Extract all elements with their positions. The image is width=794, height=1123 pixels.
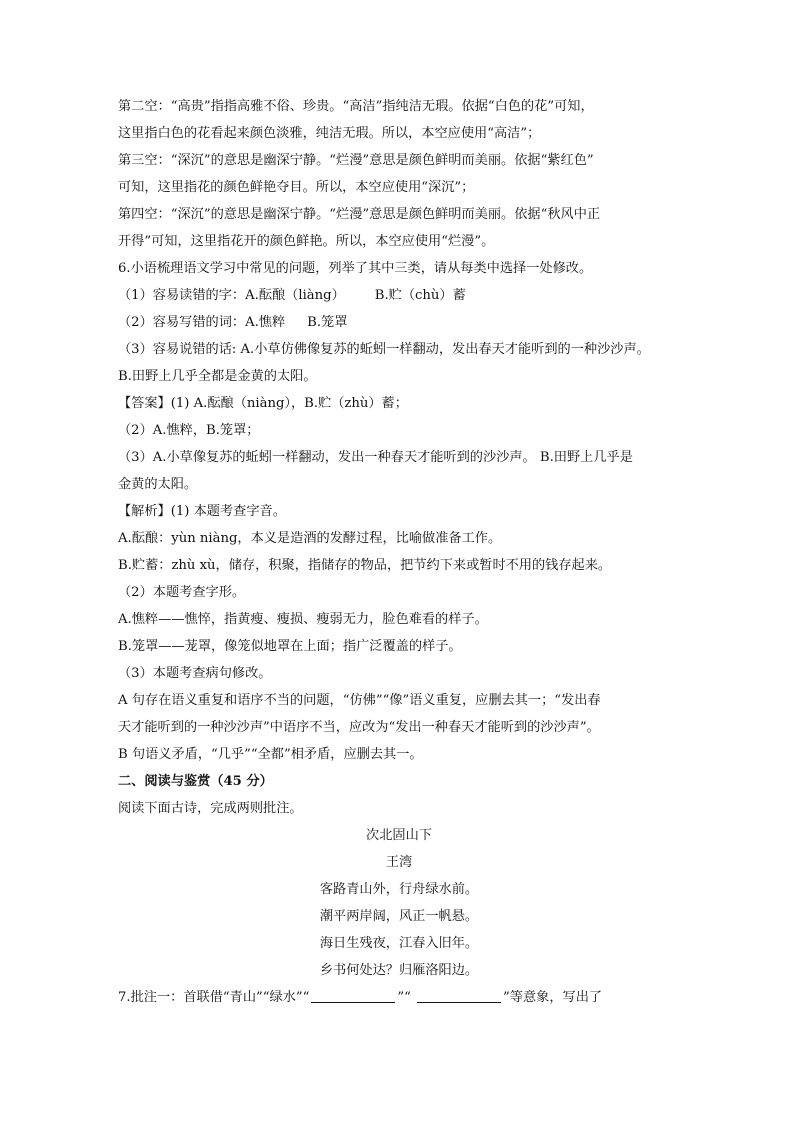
text-line: 第四空：“深沉”的意思是幽深宁静。“烂漫”意思是颜色鲜明而美丽。依据“秋风中正 [118, 207, 601, 222]
answer-blank-1[interactable] [311, 988, 395, 1003]
analysis-line: A.憔粹——憔悴，指黄瘦、瘦损、瘦弱无力，脸色难看的样子。 [118, 612, 488, 627]
poem-verse: 海日生残夜，江春入旧年。 [319, 936, 479, 951]
analysis-line: （3）本题考查病句修改。 [118, 666, 272, 681]
section-heading: 二、阅读与鉴赏（45 分） [118, 774, 273, 789]
poem-author: 王湾 [385, 855, 413, 870]
text-line: 可知，这里指花的颜色鲜艳夺目。所以，本空应使用“深沉”； [118, 180, 475, 195]
question-7-suffix: ”等意象，写出了 [503, 990, 603, 1005]
analysis-line: A 句存在语义重复和语序不当的问题，“仿佛”“像”语义重复，应删去其一；“发出春 [118, 693, 601, 708]
analysis-line: 【解析】(1) 本题考查字音。 [118, 504, 286, 519]
analysis-line: A.酝酿：yùn niàng，本义是造酒的发酵过程，比喻做准备工作。 [118, 531, 502, 546]
question-7-prefix: 7.批注一：首联借“青山”“绿水”“ [118, 990, 310, 1005]
text-line: 这里指白色的花看起来颜色淡雅，纯洁无瑕。所以，本空应使用“高洁”； [118, 126, 541, 141]
poem-verse: 客路青山外，行舟绿水前。 [319, 882, 479, 897]
analysis-line: B 句语义矛盾，“几乎”“全都”相矛盾，应删去其一。 [118, 747, 423, 762]
question-6-item-3: （3）容易说错的话: A.小草仿佛像复苏的蚯蚓一样翻动，发出春天才能听到的一种沙沙声。 [118, 342, 650, 357]
question-6-stem: 6.小语梳理语文学习中常见的问题，列举了其中三类，请从每类中选择一处修改。 [118, 261, 593, 276]
item-2-b: B.笼罩 [307, 315, 348, 330]
text-line: 开得”可知，这里指花开的颜色鲜艳。所以，本空应使用“烂漫”。 [118, 234, 495, 249]
answer-line: （3）A.小草像复苏的蚯蚓一样翻动，发出一种春天才能听到的沙沙声。 B.田野上几乎是 [118, 450, 633, 465]
analysis-line: B.笼罩——茏罩，像笼似地罩在上面；指广泛覆盖的样子。 [118, 639, 462, 654]
question-7 [118, 984, 680, 1011]
poem-verse: 潮平两岸阔，风正一帆悬。 [319, 909, 479, 924]
poem-verse: 乡书何处达？归雁洛阳边。 [319, 963, 479, 978]
answer-line: 【答案】(1) A.酝酿（niàng），B.贮（zhù）蓄； [118, 396, 408, 411]
analysis-line: 天才能听到的一种沙沙声”中语序不当，应改为“发出一种春天才能听到的沙沙声”。 [118, 720, 600, 735]
answer-blank-2[interactable] [417, 988, 501, 1003]
analysis-line: （2）本题考查字形。 [118, 585, 246, 600]
analysis-line: B.贮蓄：zhù xù，储存，积聚，指储存的物品，把节约下来或暂时不用的钱存起来。 [118, 558, 612, 573]
text-line: 第三空：“深沉”的意思是幽深宁静。“烂漫”意思是颜色鲜明而美丽。依据“紫红色” [118, 153, 594, 168]
text-line: B.田野上几乎全都是金黄的太阳。 [118, 369, 317, 384]
reading-instruction: 阅读下面古诗，完成两则批注。 [118, 801, 303, 816]
answer-line: 金黄的太阳。 [118, 477, 198, 492]
item-1-b: B.贮（chù）蓄 [374, 288, 466, 303]
answer-line: （2）A.憔粹，B.笼罩； [118, 423, 260, 438]
question-6-item-2 [118, 309, 680, 336]
question-7-middle: ”“ [397, 990, 416, 1005]
item-2-a: （2）容易写错的词：A.憔粹 [118, 315, 286, 330]
document-page [118, 93, 680, 1011]
text-line: 第二空：“高贵”指指高雅不俗、珍贵。“高洁”指纯洁无瑕。依据“白色的花”可知， [118, 99, 594, 114]
poem-title: 次北固山下 [366, 828, 432, 843]
item-1-a: （1）容易读错的字：A.酝酿（liàng） [118, 288, 345, 303]
question-6-item-1 [118, 282, 680, 309]
